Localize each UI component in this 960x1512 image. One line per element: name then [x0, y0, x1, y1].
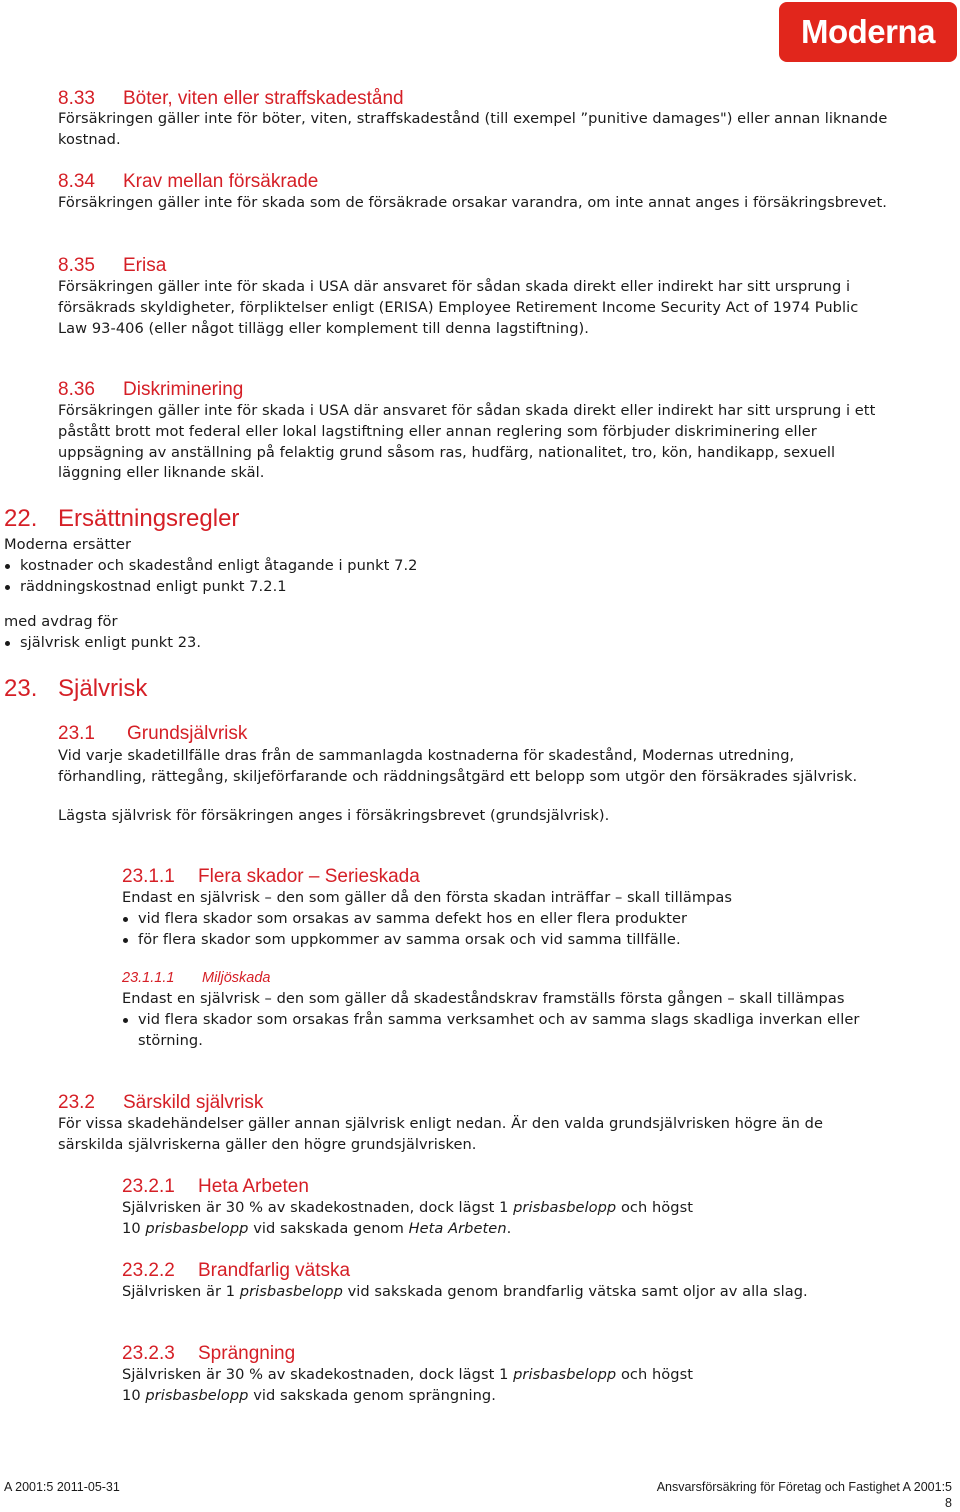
- section-title: Krav mellan försäkrade: [123, 171, 319, 192]
- heading-8-33: [58, 88, 404, 110]
- heading-8-36: [58, 379, 243, 401]
- term-heta-arbeten: Heta Arbeten: [408, 1219, 507, 1237]
- heading-23-2-2: [122, 1260, 350, 1282]
- paragraph-text: Lägsta självrisk för försäkringen anges i försäkringsbrevet (grundsjälvrisk).: [58, 806, 610, 824]
- section-title: Särskild självrisk: [123, 1092, 264, 1113]
- heading-23-2-1: [122, 1176, 309, 1198]
- text: Självrisken är 30 % av skadekostnaden, dock lägst 1: [122, 1366, 514, 1383]
- section-title: Böter, viten eller straffskadestånd: [123, 88, 404, 109]
- deduct-list: [4, 633, 884, 654]
- paragraph-8-36: [58, 401, 888, 484]
- section-title: Heta Arbeten: [198, 1176, 309, 1197]
- term-prisbasbelopp: prisbasbelopp: [513, 1199, 617, 1216]
- page-number: 8: [945, 1496, 952, 1510]
- miljoskada-list: [122, 1010, 882, 1052]
- section-number: 23.: [4, 675, 38, 702]
- paragraph-text: Försäkringen gäller inte för böter, viten, straffskadestånd (till exempel ”punitive damages") eller annan liknande kostnad.: [58, 110, 888, 148]
- section-number: 8.33: [58, 88, 95, 109]
- term-prisbasbelopp: prisbasbelopp: [145, 1386, 249, 1404]
- paragraph-line: [122, 1219, 882, 1240]
- paragraph-text: Försäkringen gäller inte för skada som de försäkrade orsakar varandra, om inte annat anges i försäkringsbrevet.: [58, 194, 887, 211]
- text: 10: [122, 1386, 146, 1404]
- section-title: Erisa: [123, 255, 167, 276]
- list-item: vid flera skador som orsakas från samma verksamhet och av samma slags skadliga inverkan eller störning.: [122, 1010, 882, 1052]
- section-number: 23.2: [58, 1092, 95, 1113]
- text: och högst: [616, 1366, 693, 1383]
- list-item: kostnader och skadestånd enligt åtagande i punkt 7.2: [4, 556, 884, 577]
- paragraph-23-1: [58, 746, 878, 826]
- paragraph-23-2: [58, 1114, 888, 1156]
- term-prisbasbelopp: prisbasbelopp: [513, 1366, 617, 1383]
- paragraph-text: Endast en självrisk – den som gäller då den första skadan inträffar – skall tillämpas: [122, 889, 733, 906]
- section-title: Miljöskada: [202, 970, 271, 986]
- heading-23-2: [58, 1092, 263, 1114]
- paragraph-8-33: [58, 109, 888, 151]
- section-number: 8.35: [58, 255, 95, 276]
- term-prisbasbelopp: prisbasbelopp: [239, 1283, 343, 1300]
- section-number: 23.1.1: [122, 866, 175, 887]
- paragraph-line: [122, 1365, 882, 1386]
- heading-8-34: [58, 171, 318, 193]
- paragraph-line: [122, 1282, 862, 1303]
- serieskada-list: [122, 909, 882, 951]
- paragraph-line: [122, 1386, 882, 1407]
- paragraph-text: Endast en självrisk – den som gäller då skadeståndskrav framställs första gången – skall tillämpas: [122, 990, 845, 1007]
- text: Självrisken är 1: [122, 1283, 240, 1300]
- list-item: självrisk enligt punkt 23.: [4, 633, 884, 654]
- section-number: 22.: [4, 505, 38, 532]
- intro-text: Moderna ersätter: [4, 536, 132, 553]
- section-number: 23.2.3: [122, 1343, 175, 1364]
- compensation-list: [4, 556, 884, 598]
- section-title: Flera skador – Serieskada: [198, 866, 420, 887]
- section-title: Självrisk: [58, 675, 148, 702]
- paragraph-23-2-3: [122, 1365, 882, 1407]
- list-item: räddningskostnad enligt punkt 7.2.1: [4, 577, 884, 598]
- paragraph-8-35: [58, 277, 888, 339]
- paragraph-23-1-1: [122, 888, 882, 950]
- text: .: [506, 1219, 512, 1237]
- paragraph-23-2-2: [122, 1282, 862, 1303]
- paragraph-text: Försäkringen gäller inte för skada i USA där ansvaret för sådan skada direkt eller indirekt har sitt ursprung i försäkrads skyldigheter, förpliktelser enligt (ERISA) Employee Retirement Income Security Act of 1974 Public Law 93-406 (eller något tillägg eller komplement till denna lagstiftning).: [58, 278, 859, 337]
- paragraph-text: För vissa skadehändelser gäller annan självrisk enligt nedan. Är den valda grundsjälvrisken högre än de särskilda självriskerna gäller den högre grundsjälvrisken.: [58, 1115, 823, 1153]
- heading-22: [4, 505, 239, 533]
- text: vid sakskada genom brandfarlig vätska samt oljor av alla slag.: [342, 1283, 808, 1300]
- text: vid sakskada genom: [248, 1219, 409, 1237]
- section-number: 23.2.1: [122, 1176, 175, 1197]
- heading-23-1-1: [122, 866, 420, 888]
- moderna-logo: Moderna: [779, 2, 957, 62]
- heading-8-35: [58, 255, 166, 277]
- paragraph-23-2-1: [122, 1198, 882, 1240]
- footer-left: A 2001:5 2011-05-31: [4, 1480, 120, 1494]
- section-number: 8.36: [58, 379, 95, 400]
- section-title: Sprängning: [198, 1343, 296, 1364]
- paragraph-line: [122, 1198, 882, 1219]
- section-number: 23.1.1.1: [122, 970, 175, 986]
- text: Självrisken är 30 % av skadekostnaden, dock lägst 1: [122, 1199, 514, 1216]
- section-number: 23.2.2: [122, 1260, 175, 1281]
- heading-23: [4, 675, 147, 703]
- section-number: 8.34: [58, 171, 95, 192]
- deduct-text: med avdrag för: [4, 613, 118, 631]
- paragraph-text: Försäkringen gäller inte för skada i USA där ansvaret för sådan skada direkt eller indirekt har sitt ursprung i ett påstått brott mot federal eller lokal lagstiftning eller annan reglering som förbjuder diskriminering eller uppsägning av anställning på felaktig grund såsom ras, hudfärg, nationalitet, tro, kön, handikapp, sexuell läggning eller liknande skäl.: [58, 402, 876, 482]
- text: och högst: [616, 1199, 693, 1216]
- section-title: Grundsjälvrisk: [127, 723, 248, 744]
- section-number: 23.1: [58, 723, 95, 744]
- paragraph-8-34: [58, 193, 888, 214]
- section-title: Brandfarlig vätska: [198, 1260, 351, 1281]
- section-22-body: [4, 535, 884, 654]
- section-title: Diskriminering: [123, 379, 244, 400]
- text: vid sakskada genom sprängning.: [248, 1386, 496, 1404]
- heading-23-1-1-1: [122, 970, 271, 986]
- term-prisbasbelopp: prisbasbelopp: [145, 1219, 249, 1237]
- list-item: för flera skador som uppkommer av samma orsak och vid samma tillfälle.: [122, 930, 882, 951]
- list-item: vid flera skador som orsakas av samma defekt hos en eller flera produkter: [122, 909, 882, 930]
- heading-23-2-3: [122, 1343, 295, 1365]
- section-title: Ersättningsregler: [58, 505, 240, 532]
- text: 10: [122, 1219, 146, 1237]
- paragraph-23-1-1-1: [122, 989, 882, 1051]
- heading-23-1: [58, 723, 247, 745]
- footer-right: Ansvarsförsäkring för Företag och Fastighet A 2001:5: [656, 1480, 952, 1494]
- paragraph-text: Vid varje skadetillfälle dras från de sammanlagda kostnaderna för skadestånd, Modernas utredning, förhandling, rättegång, skiljeförfarande och räddningsåtgärd ett belopp som utgör den försäkrades självrisk.: [58, 747, 858, 785]
